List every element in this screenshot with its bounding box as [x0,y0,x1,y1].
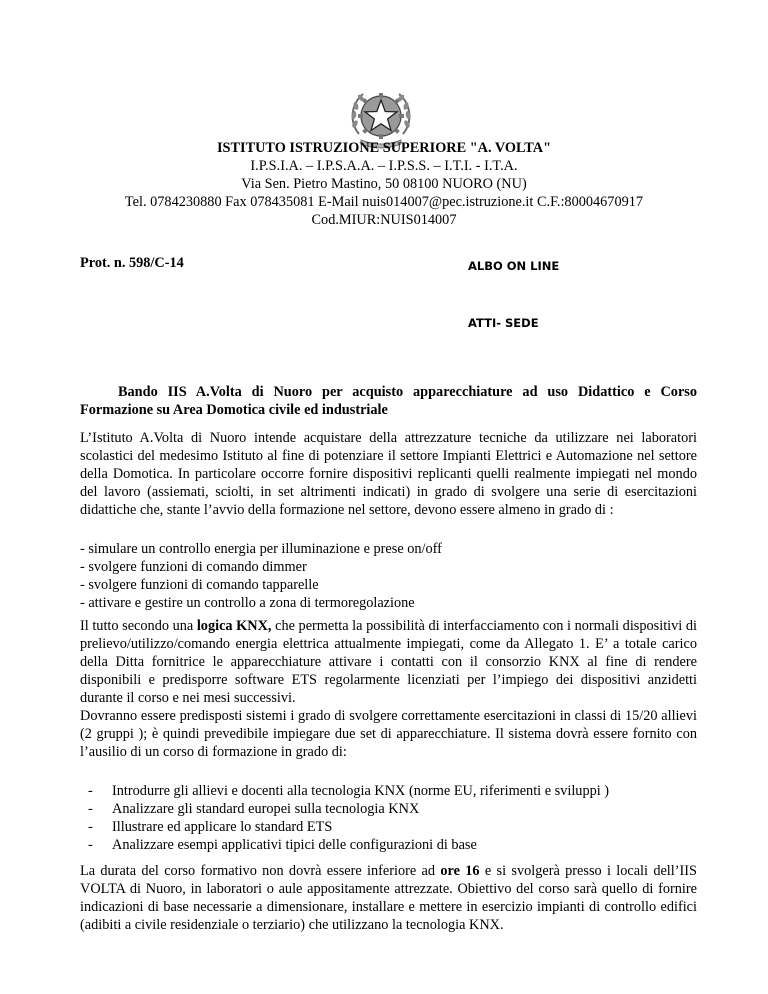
institute-schools: I.P.S.I.A. – I.P.S.A.A. – I.P.S.S. – I.T.I. - I.T.A. [250,158,518,174]
knx-lead: Il tutto secondo una [80,618,197,634]
knx-rest2: Dovranno essere predisposti sistemi i grado di svolgere correttamente esercitazioni in classi di 15/20 allievi (2 gruppi ); è quindi prevedibile impiegare due set di apparecchiature. Il sistema dovrà essere fornito con l’ausilio di un corso di formazione in grado di: [80,708,697,760]
protocol-number: Prot. n. 598/C-14 [80,255,184,271]
institute-title: ISTITUTO ISTRUZIONE SUPERIORE "A. VOLTA" [216,140,552,156]
list-item-text: Analizzare gli standard europei sulla tecnologia KNX [112,801,420,817]
requirements-list [80,540,697,612]
paragraph-course [80,862,697,934]
course-hours: ore 16 [440,863,480,879]
course-goals-list [88,782,609,854]
institute-address: Via Sen. Pietro Mastino, 50 08100 NUORO (NU) [241,176,527,192]
list-item: - svolgere funzioni di comando dimmer [80,559,307,575]
course-rest: e si svolgerà presso i locali dell’IIS VOLTA di Nuoro, in laboratori o aule appositamente attrezzate. Obiettivo del corso sarà quello di fornire indicazioni di base necessarie a dimensionare, installare e mettere in esercizio impianti di controllo edifici (adibiti a civile residenziale o terziario) che utilizzano la tecnologia KNX. [80,863,697,933]
institute-code: Cod.MIUR:NUIS014007 [311,212,457,228]
tag-atti-sede: ATTI- SEDE [468,316,539,330]
list-marker: - [88,837,93,853]
list-item [88,782,609,800]
list-item [88,836,609,854]
paragraph-intro: L’Istituto A.Volta di Nuoro intende acquistare della attrezzature tecniche da utilizzare nei laboratori scolastici del medesimo Istituto al fine di potenziare il settore Impianti Elettrici e Automazione nel settore della Domotica. In particolare occorre fornire dispositivi replicanti quelli realmente impiegati nel mondo del lavoro (assiemati, sciolti, in set altrimenti indicati) in grado di svolgere una serie di esercitazioni didattiche che, stante l’avvio della formazione nel settore, devono essere almeno in grado di : [80,430,697,518]
knx-bold: logica KNX, [196,618,272,634]
institute-contacts: Tel. 0784230880 Fax 078435081 E-Mail nuis014007@pec.istruzione.it C.F.:80004670917 [124,194,644,210]
list-item-text: Introdurre gli allievi e docenti alla tecnologia KNX (norme EU, riferimenti e sviluppi ) [112,783,610,799]
list-item [88,818,609,836]
list-item [88,800,609,818]
list-item: - simulare un controllo energia per illuminazione e prese on/off [80,541,442,557]
tag-albo-online: ALBO ON LINE [468,259,560,273]
list-item: - attivare e gestire un controllo a zona di termoregolazione [80,595,415,611]
list-marker: - [88,783,93,799]
course-lead: La durata del corso formativo non dovrà essere inferiore ad [80,863,441,879]
document-subject [80,383,697,419]
list-item-text: Illustrare ed applicare lo standard ETS [112,819,333,835]
list-marker: - [88,801,93,817]
list-item-text: Analizzare esempi applicativi tipici delle configurazioni di base [112,837,477,853]
paragraph-knx [80,617,697,761]
list-marker: - [88,819,93,835]
knx-rest1: che permetta la possibilità di interfacciamento con i normali dispositivi di prelievo/utilizzo/comando energia elettrica attualmente impiegati, come da Allegato 1. E’ a totale carico della Ditta fornitrice le apparecchiature attivare i contatti con il consorzio KNX al fine di rendere disponibili e predisporre software ETS regolarmente licenziati per l’impiego dei dispositivi anzidetti durante il corso e nei mesi successivi. [80,618,697,706]
subject-text: Bando IIS A.Volta di Nuoro per acquisto apparecchiature ad uso Didattico e Corso Formazione su Area Domotica civile ed industriale [80,384,697,418]
list-item: - svolgere funzioni di comando tapparelle [80,577,319,593]
